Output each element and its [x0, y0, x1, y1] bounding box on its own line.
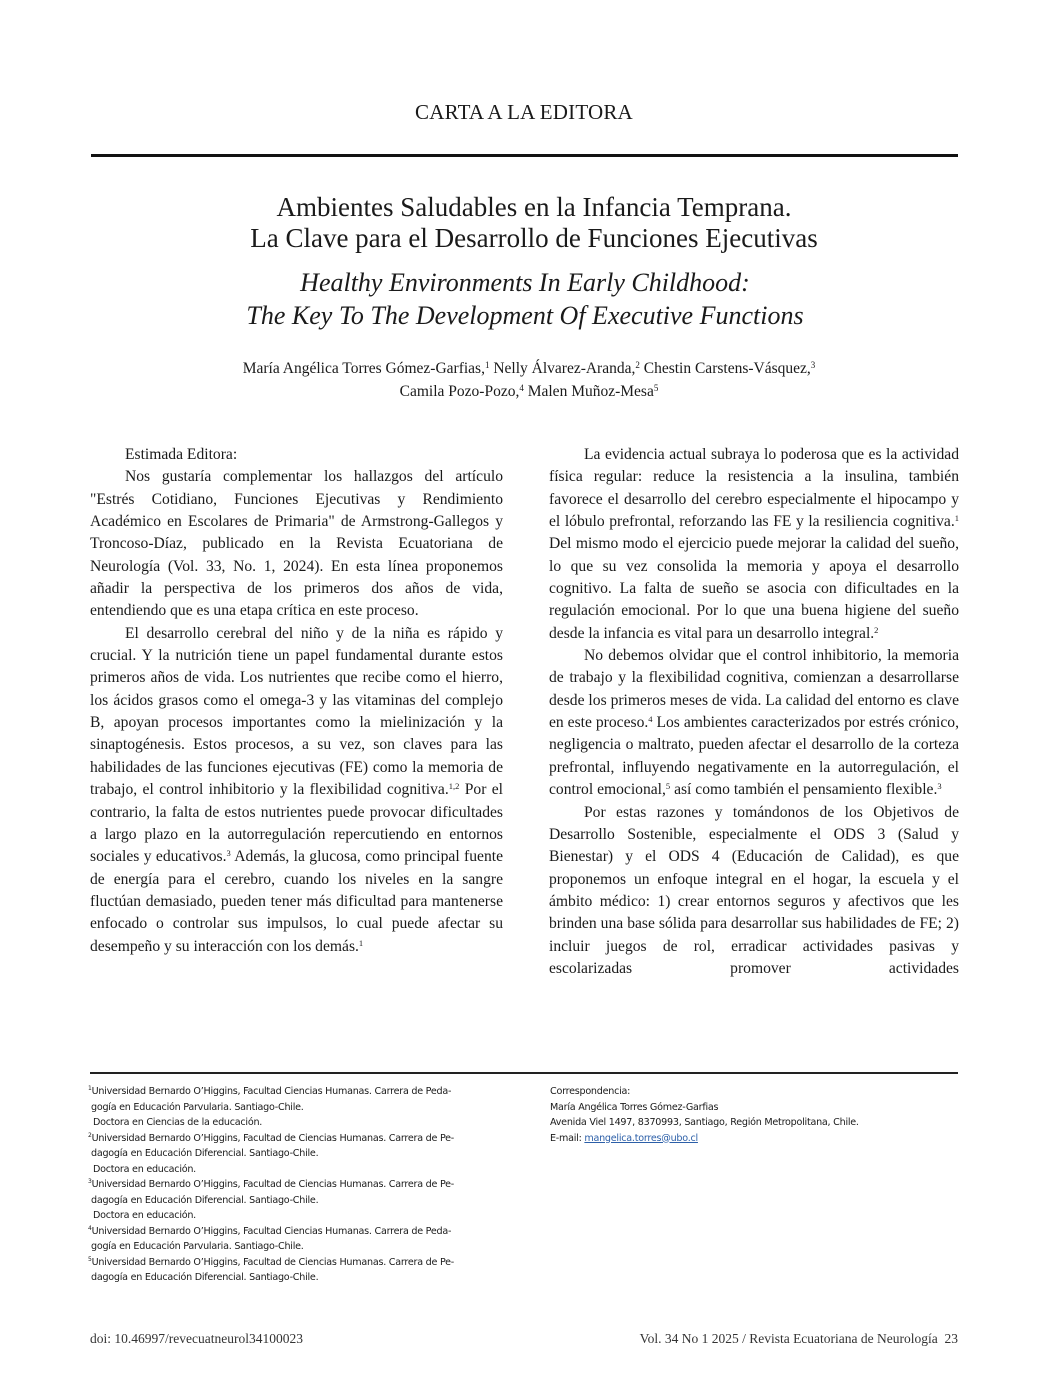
section-label: CARTA A LA EDITORA [415, 100, 633, 124]
correspondence-name: María Angélica Torres Gómez-Garfias [550, 1101, 719, 1113]
footer-journal-info [640, 1331, 958, 1347]
footnote-degree: Doctora en educación. [93, 1163, 196, 1175]
footnote-line: dagogía en Educación Diferencial. Santiago-Chile. [91, 1148, 319, 1159]
affiliation-footnote [88, 1224, 518, 1255]
author-separator: , [806, 360, 811, 377]
author-name: Camila Pozo-Pozo [399, 383, 516, 400]
author-line-1 [0, 357, 1058, 380]
footnote-line: dagogía en Educación Diferencial. Santiago-Chile. [91, 1194, 319, 1206]
title-english-line-2: The Key To The Development Of Executive Functions [246, 301, 804, 330]
affiliation-marker: 1 [484, 360, 490, 370]
email-label: E-mail: [550, 1132, 585, 1144]
correspondence-address: Avenida Viel 1497, 8370993, Santiago, Región Metropolitana, Chile. [550, 1117, 859, 1128]
citation-marker: 1,2 [448, 781, 460, 792]
footnote-line: $^1$Universidad Bernardo O’Higgins, Facultad Ciencias Humanas. Carrera de Peda- [88, 1085, 452, 1097]
footnote-number: 2 [88, 1131, 92, 1139]
footnote-line: gogía en Educación Parvularia. Santiago-Chile. [91, 1101, 304, 1113]
title-english [0, 266, 1050, 332]
footnote-number: 4 [88, 1224, 92, 1232]
author-separator: , [481, 360, 485, 377]
footnote-line: $^2$Universidad Bernardo O’Higgins, Facultad de Ciencias Humanas. Carrera de Pe- [88, 1131, 455, 1144]
author [644, 360, 816, 377]
author-separator: , [515, 383, 520, 400]
email-link[interactable]: mangelica.torres@ubo.cl [584, 1132, 698, 1144]
footnote-number: 1 [88, 1085, 92, 1092]
body-paragraph: No debemos olvidar que el control inhibitorio, la memoria de trabajo y la flexibilidad cognitiva, comienzan a desarrollarse desde los primeros meses de vida. La calidad del entorno es clave en este proceso.$^4$ Los ambientes caracterizados por estrés crónico, negligencia o maltrato, pueden afectar el desarrollo de la corteza prefrontal, influyendo negativamente en la autorregulación, el control emocional,$^5$ así como también el pensamiento flexible.$^3$ [549, 647, 959, 799]
journal-citation: Vol. 34 No 1 2025 / Revista Ecuatoriana de Neurología [639, 1331, 938, 1346]
correspondence-block [550, 1084, 960, 1146]
salutation: Estimada Editora: [125, 446, 238, 463]
author [400, 383, 524, 400]
citation-marker: 4 [648, 714, 653, 725]
footnote-line: $^4$Universidad Bernardo O’Higgins, Facultad Ciencias Humanas. Carrera de Peda- [88, 1224, 452, 1237]
author [493, 360, 640, 377]
citation-marker: 2 [874, 624, 879, 635]
affiliation-marker: 4 [519, 383, 524, 393]
title-spanish-line-1: Ambientes Saludables en la Infancia Temprana. [276, 192, 792, 222]
footer-doi: doi: 10.46997/revecuatneurol34100023 [90, 1331, 303, 1346]
body-paragraph: La evidencia actual subraya lo poderosa que es la actividad física regular: reduce la resistencia a la insulina, también favorece el desarrollo del cerebro especialmente el hipocampo y el lóbulo prefrontal, reforzando las FE y la resiliencia cognitiva.$^1$ Del mismo modo el ejercicio puede mejorar la calidad del sueño, lo que su vez consolida la memoria y apoya el desarrollo cognitivo. La falta de sueño se asocia con dificultades en la regulación emocional. Por lo que una buena higiene del sueño desde la infancia es vital para un desarrollo integral.$^2$ [549, 446, 959, 642]
title-english-line-1: Healthy Environments In Early Childhood: [300, 268, 750, 297]
author-list [0, 357, 1058, 403]
footnote-degree: Doctora en Ciencias de la educación. [93, 1117, 263, 1128]
footnote-rule [90, 1072, 958, 1074]
affiliation-footnote [88, 1084, 518, 1131]
citation-marker: 3 [226, 848, 231, 859]
author-name: María Angélica Torres Gómez-Garfias [242, 360, 482, 377]
footnote-line: gogía en Educación Parvularia. Santiago-Chile. [91, 1241, 304, 1252]
title-spanish-line-2: La Clave para el Desarrollo de Funciones Ejecutivas [250, 223, 818, 253]
footnote-degree: Doctora en educación. [93, 1210, 196, 1221]
author [528, 383, 659, 400]
header-rule [91, 154, 958, 157]
author [243, 360, 490, 377]
correspondence-email-row [550, 1131, 960, 1147]
body-column-right [549, 444, 959, 980]
page-number: 23 [944, 1331, 958, 1346]
affiliation-footnote [88, 1255, 518, 1286]
author-name: Nelly Álvarez-Aranda [493, 360, 632, 377]
body-paragraph: El desarrollo cerebral del niño y de la niña es rápido y crucial. Y la nutrición tiene un papel fundamental durante estos primeros años de vida. Los nutrientes que recibe como el hierro, los ácidos grasos como el omega-3 y las vitaminas del complejo B, apoyan procesos importantes como la mielinización y la sinaptogénesis. Estos procesos, a su vez, son claves para las habilidades de las funciones ejecutivas (FE) como la memoria de trabajo, el control inhibitorio y la flexibilidad cognitiva.$^{1,2}$ Por el contrario, la falta de estos nutrientes puede provocar dificultades a largo plazo en la autorregulación repercutiendo en entornos sociales y educativos.$^3$ Además, la glucosa, como principal fuente de energía para el cerebro, cuando los niveles en la sangre fluctúan demasiado, pueden tener más dificultad para mantenerse enfocado o controlar sus impulsos, lo cual puede afectar su desempeño y su interacción con los demás.$^1$ [90, 624, 504, 955]
author-name: Malen Muñoz-Mesa [527, 383, 654, 400]
left-paragraphs [90, 466, 503, 958]
correspondence-label: Correspondencia: [550, 1086, 631, 1097]
body-paragraph: Nos gustaría complementar los hallazgos del artículo "Estrés Cotidiano, Funciones Ejecutivas y Rendimiento Académico en Escolares de Primaria" de Armstrong-Gallegos y Troncoso-Díaz, publicado en la Revista Ecuatoriana de Neurología (Vol. 33, No. 1, 2024). En esta línea proponemos añadir la perspectiva de los primeros dos años de vida, entendiendo que es una etapa crítica en este proceso. [90, 468, 503, 620]
citation-marker: 1 [954, 513, 959, 524]
affiliation-footnote [88, 1131, 518, 1178]
footnote-line: dagogía en Educación Diferencial. Santiago-Chile. [91, 1272, 319, 1283]
author-line-2 [0, 380, 1058, 403]
body-paragraph: Por estas razones y tomándonos de los Objetivos de Desarrollo Sostenible, especialmente el ODS 3 (Salud y Bienestar) y el ODS 4 (Educación de Calidad), es que proponemos un enfoque integral en el hogar, la escuela y el ámbito médico: 1) crear entornos seguros y afectivos que les brinden una base sólida para desarrollar sus habilidades de FE; 2) incluir juegos de rol, erradicar actividades pasivas y escolarizadas promover actividades [549, 803, 959, 977]
title-spanish [0, 192, 1058, 254]
body-column-left [90, 444, 503, 958]
footnote-line: $^3$Universidad Bernardo O’Higgins, Facultad de Ciencias Humanas. Carrera de Pe- [88, 1178, 455, 1190]
affiliation-marker: 5 [653, 383, 659, 393]
citation-marker: 1 [358, 937, 364, 948]
citation-marker: 3 [937, 781, 942, 792]
footnote-line: $^5$Universidad Bernardo O’Higgins, Facultad de Ciencias Humanas. Carrera de Pe- [88, 1255, 455, 1268]
affiliation-marker: 3 [810, 360, 816, 370]
author-separator: , [631, 360, 636, 377]
affiliation-footnotes [88, 1084, 518, 1286]
affiliation-marker: 2 [635, 360, 640, 370]
affiliation-footnote [88, 1177, 518, 1224]
citation-marker: 5 [665, 781, 671, 792]
author-name: Chestin Carstens-Vásquez [643, 360, 807, 377]
right-paragraphs [549, 444, 959, 980]
footnote-number: 3 [88, 1178, 92, 1185]
footnote-number: 5 [88, 1255, 92, 1263]
